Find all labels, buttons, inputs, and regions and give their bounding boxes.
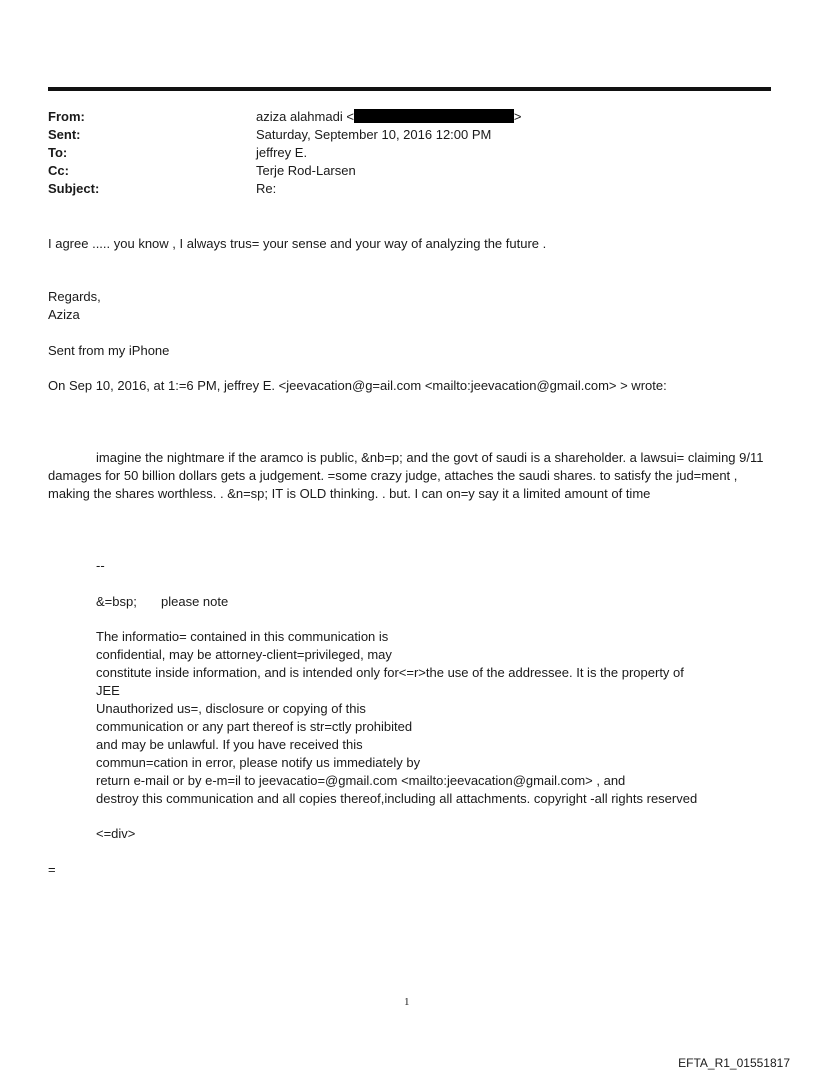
header-rule <box>48 87 771 91</box>
sent-value: Saturday, September 10, 2016 12:00 PM <box>256 127 492 142</box>
disclaimer-line: Unauthorized us=, disclosure or copying of this <box>96 701 366 716</box>
from-label: From: <box>48 109 85 124</box>
disclaimer-line: and may be unlawful. If you have received this <box>96 737 363 752</box>
from-value <box>256 108 522 126</box>
disclaimer-line: return e-mail or by e-m=il to jeevacatio=@gmail.com <mailto:jeevacation@gmail.com> , and <box>96 773 626 788</box>
cc-label: Cc: <box>48 163 69 178</box>
disclaimer-line: communication or any part thereof is str=ctly prohibited <box>96 719 413 734</box>
bates-number: EFTA_R1_01551817 <box>678 1056 790 1070</box>
subject-label: Subject: <box>48 181 100 196</box>
sent-from: Sent from my iPhone <box>48 343 170 358</box>
page-number: 1 <box>404 996 410 1008</box>
disclaimer-line: confidential, may be attorney-client=privileged, may <box>96 647 392 662</box>
disclaimer-line: constitute inside information, and is intended only for<=r>the use of the addressee. It is the property of <box>96 665 684 680</box>
signature-dashes: -- <box>96 558 105 573</box>
quoted-text: imagine the nightmare if the aramco is public, &nb=p; and the govt of saudi is a shareholder. a lawsui= claiming 9/11 damages for 50 billion dollars gets a judgement. =some crazy judge, attaches the saudi shares. to satisfy the jud=ment , making the shares worthless. . &n=sp; IT is OLD thinking. . but. I can on=y say it a limited amount of time <box>48 450 764 501</box>
nbsp-artifact: &=bsp; <box>96 594 137 609</box>
disclaimer-line: commun=cation in error, please notify us immediately by <box>96 755 421 770</box>
to-label: To: <box>48 145 68 160</box>
redaction-box <box>354 109 514 123</box>
trailing-equals: = <box>48 862 56 877</box>
disclaimer-line: destroy this communication and all copies thereof,including all attachments. copyright -all rights reserved <box>96 791 698 806</box>
from-close: > <box>513 109 522 124</box>
to-value: jeffrey E. <box>256 145 308 160</box>
body-line-1: I agree ..... you know , I always trus= your sense and your way of analyzing the future . <box>48 236 547 251</box>
signature-name: Aziza <box>48 307 80 322</box>
div-tag-artifact: <=div> <box>96 826 136 841</box>
please-note: please note <box>161 594 229 609</box>
disclaimer-line: JEE <box>96 683 120 698</box>
quote-intro: On Sep 10, 2016, at 1:=6 PM, jeffrey E. <jeevacation@g=ail.com <mailto:jeevacation@gmail.com> > wrote: <box>48 378 667 393</box>
sent-label: Sent: <box>48 127 81 142</box>
subject-value: Re: <box>256 181 277 196</box>
cc-value: Terje Rod-Larsen <box>256 163 356 178</box>
email-header <box>48 108 771 198</box>
disclaimer-line: The informatio= contained in this communication is <box>96 629 389 644</box>
quoted-paragraph <box>48 449 773 503</box>
regards: Regards, <box>48 289 101 304</box>
from-name: aziza alahmadi < <box>256 109 354 124</box>
